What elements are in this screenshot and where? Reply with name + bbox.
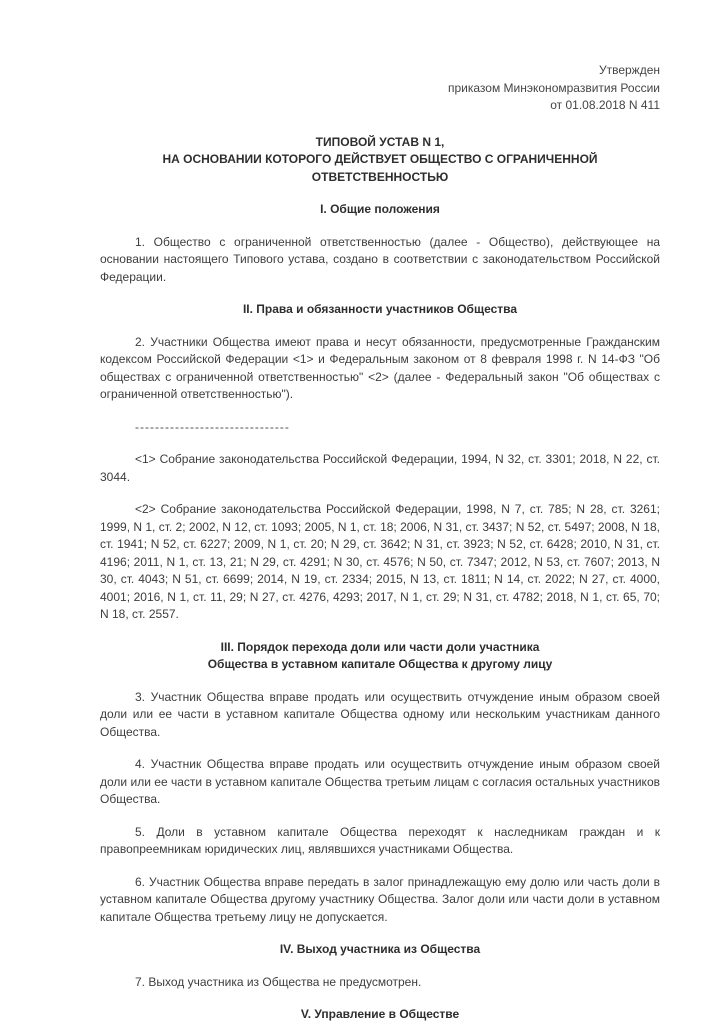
paragraph-6: 6. Участник Общества вправе передать в залог принадлежащую ему долю или часть доли в уставном капитале Общества другому участнику Общества. Залог доли или части доли в уставном капитале Общества третьему лицу не допускается. xyxy=(100,874,660,924)
document-title-line-2: НА ОСНОВАНИИ КОТОРОГО ДЕЙСТВУЕТ ОБЩЕСТВО С ОГРАНИЧЕННОЙ xyxy=(162,152,598,166)
paragraph-1: 1. Общество с ограниченной ответственностью (далее - Общество), действующее на основании настоящего Типового устава, создано в соответствии с законодательством Российской Федерации. xyxy=(100,234,660,284)
document-title-line-1: ТИПОВОЙ УСТАВ N 1, xyxy=(315,134,445,149)
approval-line-1: Утвержден xyxy=(598,63,660,77)
paragraph-7: 7. Выход участника из Общества не предусмотрен. xyxy=(135,974,422,989)
paragraph-3: 3. Участник Общества вправе продать или осуществить отчуждение иным образом своей доли или ее части в уставном капитале Общества одному или нескольким участникам данного Общества. xyxy=(100,689,660,739)
section-heading-5: V. Управление в Обществе xyxy=(300,1007,460,1021)
document-title-line-3: ОТВЕТСТВЕННОСТЬЮ xyxy=(311,169,449,184)
footnote-1: <1> Собрание законодательства Российской Федерации, 1994, N 32, ст. 3301; 2018, N 22, ст. 3044. xyxy=(100,452,660,484)
section-heading-1: I. Общие положения xyxy=(320,202,440,216)
section-heading-3 xyxy=(100,639,660,674)
paragraph-2: 2. Участники Общества имеют права и несут обязанности, предусмотренные Гражданским кодексом Российской Федерации <1> и Федеральным законом от 8 февраля 1998 г. N 14-ФЗ "Об обществах с ограниченной ответственностью" <2> (далее - Федеральный закон "Об обществах с ограниченной ответственностью"). xyxy=(100,334,660,401)
section-heading-4: IV. Выход участника из Общества xyxy=(279,942,481,956)
approval-stamp xyxy=(100,62,660,115)
footnote-separator: ------------------------------- xyxy=(135,419,290,434)
paragraph-4: 4. Участник Общества вправе продать или осуществить отчуждение иным образом своей доли или ее части в уставном капитале Общества третьим лицам с согласия остальных участников Общества. xyxy=(100,757,660,806)
approval-line-2: приказом Минэкономразвития России xyxy=(448,80,660,95)
footnote-2: <2> Собрание законодательства Российской Федерации, 1998, N 7, ст. 785; N 28, ст. 3261; 1999, N 1, ст. 2; 2002, N 12, ст. 1093; 2005, N 1, ст. 18; 2006, N 31, ст. 3437; N 52, ст. 5497; 2008, N 18, ст. 1941; N 52, ст. 6227; 2009, N 1, ст. 20; N 29, ст. 3642; N 31, ст. 3923; N 52, ст. 6428; 2010, N 31, ст. 4196; 2011, N 1, ст. 13, 21; N 29, ст. 4291; N 30, ст. 4576; N 50, ст. 7347; 2012, N 53, ст. 7607; 2013, N 30, ст. 4043; N 51, ст. 6699; 2014, N 19, ст. 2334; 2015, N 13, ст. 1811; N 14, ст. 2022; N 27, ст. 4000, 4001; 2016, N 1, ст. 11, 29; N 27, ст. 4276, 4293; 2017, N 1, ст. 29; N 31, ст. 4782; 2018, N 1, ст. 65, 70; N 18, ст. 2557. xyxy=(100,502,660,621)
section-heading-2: II. Права и обязанности участников Общества xyxy=(242,302,518,316)
approval-line-3: от 01.08.2018 N 411 xyxy=(550,98,660,112)
section-heading-3-line-2: Общества в уставном капитале Общества к другому лицу xyxy=(207,657,553,671)
section-heading-3-line-1: III. Порядок перехода доли или части доли участника xyxy=(220,639,540,654)
document-title xyxy=(100,134,660,187)
paragraph-5: 5. Доли в уставном капитале Общества переходят к наследникам граждан и к правопреемникам юридических лиц, являвшихся участниками Общества. xyxy=(100,824,660,856)
